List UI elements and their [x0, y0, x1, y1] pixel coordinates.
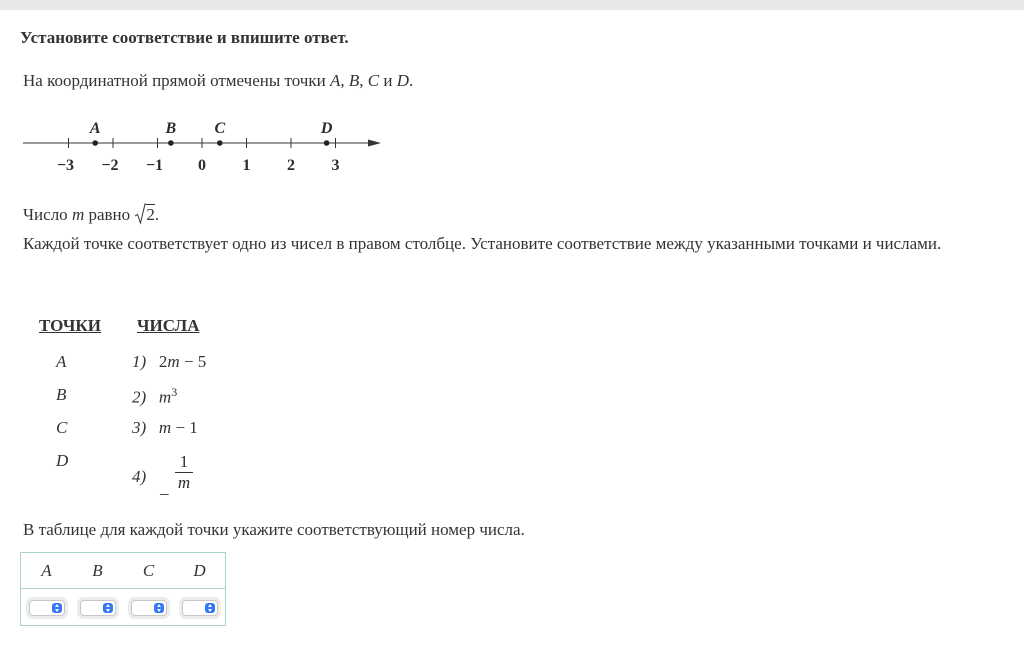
fraction-numerator: 1 [175, 452, 193, 473]
select-arrows-icon [154, 603, 164, 613]
column-header-d: D [193, 560, 206, 580]
points-header: ТОЧКИ [39, 316, 101, 335]
answer-cell-b [72, 589, 123, 626]
answer-table [20, 552, 226, 626]
numbers-header: ЧИСЛА [137, 316, 200, 335]
point-b-label: B [165, 120, 177, 137]
answer-cell-d [174, 589, 226, 626]
column-header-a: A [41, 560, 52, 580]
point-item-b: B [56, 385, 67, 404]
number-line [20, 112, 390, 178]
point-item-d: D [56, 451, 69, 470]
top-bar [0, 0, 1024, 10]
answer-cell-a [21, 589, 73, 626]
number-item-4: 4) [132, 467, 147, 486]
tick-label: −3 [56, 157, 75, 174]
number-item-1: 1) 2m − 5 [132, 352, 207, 371]
fraction [175, 452, 193, 493]
task-title: Установите соответствие и впишите ответ. [20, 28, 349, 47]
fraction-minus: _ [160, 478, 169, 497]
point-item-c: C [56, 418, 68, 437]
point-a-marker [92, 140, 98, 146]
fraction-denominator: m [177, 473, 191, 492]
point-a-label: A [89, 120, 101, 137]
tick-label: 3 [331, 157, 340, 174]
select-arrows-icon [103, 603, 113, 613]
answer-select-c[interactable] [131, 600, 167, 616]
axis-arrow [368, 140, 381, 147]
select-arrows-icon [52, 603, 62, 613]
answer-select-d[interactable] [182, 600, 218, 616]
tick-label: 1 [242, 157, 251, 174]
m-statement: Число m равно 2. [23, 205, 160, 224]
answer-select-b[interactable] [80, 600, 116, 616]
number-item-3: 3) m − 1 [132, 418, 198, 437]
point-item-a: A [56, 352, 67, 371]
column-header-c: C [142, 560, 155, 580]
point-d-label: D [320, 120, 333, 137]
tick-label: −2 [101, 157, 119, 174]
column-header-b: B [92, 560, 103, 580]
tick-label: 2 [287, 157, 295, 174]
answer-select-a[interactable] [29, 600, 65, 616]
point-group [89, 120, 333, 146]
number-item-2: 2) $m^3$ [132, 385, 178, 407]
answer-cell-c [123, 589, 174, 626]
intro-text: На координатной прямой отмечены точки A, B, C и D. [23, 71, 414, 90]
point-b-marker [168, 140, 174, 146]
tick-label: −1 [145, 157, 164, 174]
point-c-label: C [214, 120, 226, 137]
instruction-text: Каждой точке соответствует одно из чисел в правом столбце. Установите соответствие между указанными точками и числами. [23, 234, 942, 253]
point-c-marker [217, 140, 223, 146]
select-arrows-icon [205, 603, 215, 613]
sqrt-sign-icon [134, 203, 146, 225]
table-instruction: В таблице для каждой точки укажите соответствующий номер числа. [23, 520, 525, 539]
point-d-marker [324, 140, 330, 146]
tick-label: 0 [198, 157, 206, 174]
